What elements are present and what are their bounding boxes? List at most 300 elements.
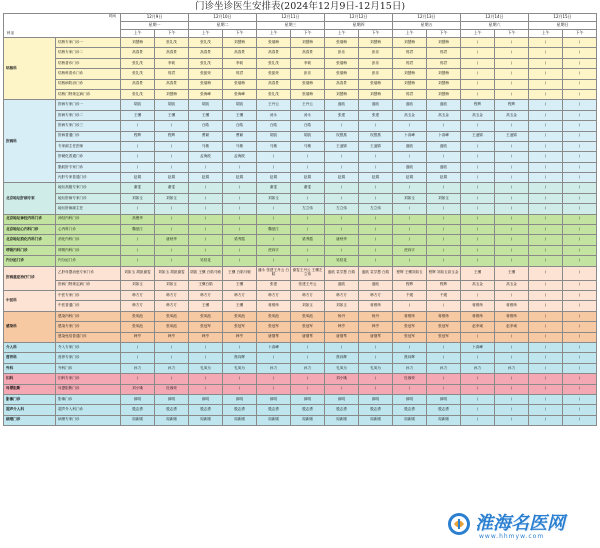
doctor-cell: 彭乐 [325,48,359,58]
doctor-cell: 左立伟 [325,204,359,214]
doctor-cell: 刘慧梅 [121,38,155,48]
doctor-cell: 李莉 [155,58,189,68]
doctor-cell: 周新刚 [189,415,223,425]
doctor-cell: 刘如玉 [427,193,461,203]
doctor-cell: 刘慧梅 [393,38,427,48]
doctor-cell: 张瑞梅 [325,58,359,68]
doctor-cell: 孙力 [461,363,495,373]
doctor-cell: / [529,342,563,352]
doctor-cell: 张凤池 [189,311,223,321]
doctor-cell: / [461,48,495,58]
doctor-cell: / [461,374,495,384]
doctor-cell: / [359,225,393,235]
clinic-cell: 肝病专家门诊二 [56,110,121,120]
doctor-cell: / [529,332,563,342]
doctor-cell: / [461,89,495,99]
doctor-cell: / [121,152,155,162]
doctor-cell: 薛明 [427,394,461,404]
doctor-cell: 唐继琴 [325,332,359,342]
doctor-cell: 高春景 [257,48,291,58]
doctor-cell: 王骥 [223,301,257,311]
doctor-cell: / [427,121,461,131]
doctor-cell: / [427,342,461,352]
doctor-cell: 孙力 [291,363,325,373]
doctor-cell: 刘小娥 [121,384,155,394]
doctor-cell: / [393,152,427,162]
doctor-cell: 高春景 [189,48,223,58]
doctor-cell: 蒋维炜 [393,311,427,321]
doctor-cell: 彭乐 [291,69,325,79]
doctor-cell: / [495,173,529,183]
doctor-cell: 高玉金 [495,110,529,120]
doctor-cell: / [393,225,427,235]
table-row [4,58,597,68]
doctor-cell: 刘如玉 [393,193,427,203]
doctor-cell: / [461,384,495,394]
dept-cell: 内分泌门诊 [4,256,56,266]
doctor-cell: / [529,256,563,266]
doctor-cell: 程辉 [461,100,495,110]
doctor-cell: 韩方方 [359,290,393,300]
doctor-cell: 焦向辉 [393,353,427,363]
doctor-cell: / [461,38,495,48]
doctor-cell: / [155,204,189,214]
doctor-cell: 谢雯 [291,183,325,193]
doctor-cell: 韩方方 [155,290,189,300]
clinic-cell: 内分泌门诊 [56,256,121,266]
doctor-cell: 盛欧 袁学慧 白皓 [325,266,359,280]
doctor-cell: / [461,394,495,404]
doctor-cell: / [563,58,597,68]
doctor-cell: 盛欧 [325,100,359,110]
table-row [4,79,597,89]
schedule-table [3,13,597,426]
clinic-cell: 地坛肝病副主任 [56,204,121,214]
doctor-cell: / [325,214,359,224]
doctor-cell: / [461,225,495,235]
doctor-cell: 高春景 [257,79,291,89]
doctor-cell: / [529,131,563,141]
doctor-cell: 彭乐 [359,69,393,79]
doctor-cell: / [495,405,529,415]
doctor-cell: / [529,311,563,321]
doctor-cell: / [529,69,563,79]
doctor-cell: 张礼茂 [189,58,223,68]
doctor-cell: 刘慧梅 [155,89,189,99]
doctor-cell: 殷志勇 [325,405,359,415]
doctor-cell: 胡凯 [257,131,291,141]
doctor-cell: / [495,204,529,214]
table-row [4,311,597,321]
doctor-cell: / [495,152,529,162]
doctor-cell: / [563,415,597,425]
doctor-cell: / [189,214,223,224]
table-row [4,280,597,290]
doctor-cell: / [563,183,597,193]
doctor-cell: / [291,256,325,266]
table-row [4,214,597,224]
doctor-cell: / [529,415,563,425]
doctor-cell: / [529,79,563,89]
doctor-cell: / [563,245,597,255]
doctor-cell: 左立伟 [291,204,325,214]
doctor-cell: 殷志勇 [189,405,223,415]
corner-dept-label: 科室 [7,31,15,36]
table-row [4,342,597,352]
doctor-cell: 李莉 [223,58,257,68]
table-row [4,256,597,266]
doctor-cell: / [495,121,529,131]
doctor-cell: / [563,363,597,373]
clinic-cell: 母婴阻断门诊 [56,384,121,394]
clinic-cell: 超声介入科门诊 [56,405,121,415]
pm-cell: 下午 [223,30,257,38]
doctor-cell: / [359,162,393,172]
doctor-cell: / [529,121,563,131]
doctor-cell: 殷志勇 [427,405,461,415]
doctor-cell: / [223,193,257,203]
doctor-cell: 张礼茂 [121,58,155,68]
doctor-cell: 魏爱江 [121,225,155,235]
dept-cell: 妇科 [4,374,56,384]
doctor-cell: / [495,384,529,394]
doctor-cell: / [359,384,393,394]
doctor-cell: / [529,48,563,58]
doctor-cell: 孔凤为 [359,363,393,373]
doctor-cell: 梁秀霞 [291,235,325,245]
doctor-cell: 韩亨 [189,332,223,342]
clinic-cell: 介入专家门诊 [56,342,121,352]
doctor-cell: / [529,405,563,415]
pm-cell: 下午 [495,30,529,38]
doctor-cell: / [461,235,495,245]
doctor-cell: 白皓 [223,121,257,131]
doctor-cell: 殷志勇 [257,405,291,415]
doctor-cell: 韩方方 [223,290,257,300]
doctor-cell: 盛欧 [325,280,359,290]
dept-cell: 北京地坛心内科门诊 [4,225,56,235]
doctor-cell: 高玉金 [461,110,495,120]
doctor-cell: / [359,353,393,363]
doctor-cell: 刘如玉 [291,301,325,311]
doctor-cell: / [189,162,223,172]
doctor-cell: 刘如玉 [121,280,155,290]
clinic-cell: 感染专家门诊 [56,322,121,332]
doctor-cell: 程辉 [495,100,529,110]
doctor-cell: / [325,193,359,203]
doctor-cell: 孙力 [495,363,529,373]
doctor-cell: 权银燕 [359,131,393,141]
doctor-cell: / [291,353,325,363]
doctor-cell: 刘小娥 [325,374,359,384]
clinic-cell: 结核科普诊门诊 [56,69,121,79]
doctor-cell: 盛欧 [427,141,461,151]
date-cell: 12月11日 [257,14,325,22]
doctor-cell: 刘慧梅 [427,89,461,99]
doctor-cell: 周新刚 [155,415,189,425]
doctor-cell: / [291,342,325,352]
doctor-cell: 张凤池 [121,311,155,321]
clinic-cell: 丙肝专家普通门诊 [56,173,121,183]
doctor-cell: / [223,162,257,172]
doctor-cell: 张瑞梅 [291,89,325,99]
clinic-cell: 病理专家门诊 [56,415,121,425]
doctor-cell: 白皓 [257,121,291,131]
doctor-cell: / [393,235,427,245]
doctor-cell: 赵娟 [155,173,189,183]
doctor-cell: / [495,415,529,425]
doctor-cell: 胡凯 [155,100,189,110]
doctor-cell: / [495,225,529,235]
doctor-cell: 张冠军 [427,332,461,342]
doctor-cell: / [155,256,189,266]
doctor-cell: 张瑞梅 [223,79,257,89]
doctor-cell: / [495,38,529,48]
doctor-cell: 汤永 [291,110,325,120]
doctor-cell: 张振荣 [189,69,223,79]
doctor-cell: / [461,405,495,415]
doctor-cell: / [495,89,529,99]
doctor-cell: 王骥白皓 [189,280,223,290]
doctor-cell: 胡凯 [223,100,257,110]
doctor-cell: / [257,374,291,384]
doctor-cell: / [325,162,359,172]
doctor-cell: / [393,342,427,352]
doctor-cell: / [393,183,427,193]
doctor-cell: 韩方方 [155,301,189,311]
doctor-cell: / [257,152,291,162]
doctor-cell: / [529,162,563,172]
doctor-cell: / [291,152,325,162]
doctor-cell: / [563,69,597,79]
doctor-cell: / [529,183,563,193]
date-cell: 12月12日 [325,14,393,22]
am-cell: 上午 [529,30,563,38]
doctor-cell: 韩方方 [189,290,223,300]
doctor-cell: 高玉金 [495,280,529,290]
doctor-cell: 薛明 [223,394,257,404]
doctor-cell: 赵娟 [189,173,223,183]
doctor-cell: / [189,235,223,245]
doctor-cell: 蒋维炜 [427,311,461,321]
doctor-cell: / [359,374,393,384]
clinic-cell: 结核门特规定病门诊 [56,89,121,99]
doctor-cell: / [189,342,223,352]
doctor-cell: 殷志勇 [393,405,427,415]
doctor-cell: / [155,342,189,352]
doctor-cell: 张冠军 [189,322,223,332]
am-cell: 上午 [257,30,291,38]
doctor-cell: 高春景 [121,48,155,58]
table-row [4,183,597,193]
doctor-cell: / [529,141,563,151]
pm-cell: 下午 [563,30,597,38]
doctor-cell: / [121,245,155,255]
doctor-cell: 刘慧梅 [325,89,359,99]
doctor-cell: 赵娟 [121,173,155,183]
doctor-cell: / [529,89,563,99]
doctor-cell: 卜高峰 [393,131,427,141]
clinic-cell: 肝病门特规定病门诊 [56,280,121,290]
doctor-cell: 殷志勇 [155,405,189,415]
watermark-url: www.hhmyw.com [479,533,545,540]
doctor-cell: / [223,225,257,235]
weekday-cell: 星期二 [189,22,257,30]
doctor-cell: / [529,58,563,68]
doctor-cell: 刘慧梅 [393,79,427,89]
doctor-cell: 杜蓉荣 [155,384,189,394]
doctor-cell: / [495,141,529,151]
doctor-cell: / [495,58,529,68]
doctor-cell: 孙力 [257,363,291,373]
doctor-cell: / [529,100,563,110]
clinic-cell: 营养专家门诊 [56,353,121,363]
clinic-cell: 神经内科门诊 [56,214,121,224]
doctor-cell: 王凌锦 [359,141,393,151]
doctor-cell: / [529,301,563,311]
page-title: 门诊坐诊医生安排表(2024年12月9日-12月15日) [194,1,406,12]
dept-cell: 介入科 [4,342,56,352]
doctor-cell: 殷志勇 [291,405,325,415]
table-row [4,48,597,58]
schedule-body [4,14,597,426]
doctor-cell: 卜高峰 [427,131,461,141]
doctor-cell: 孟海波 [189,152,223,162]
doctor-cell: / [563,374,597,384]
doctor-cell: / [155,214,189,224]
doctor-cell: 吴桂花 [189,256,223,266]
doctor-cell: 刘慧梅 [427,69,461,79]
doctor-cell: 杨丹 [325,311,359,321]
doctor-cell: / [461,173,495,183]
corner-time-label: 时间 [108,14,116,18]
doctor-cell: 盛欧 [393,141,427,151]
clinic-cell: 结核病防治门诊 [56,79,121,89]
doctor-cell: 刘慧梅 [393,69,427,79]
table-row [4,121,597,131]
doctor-cell: / [563,332,597,342]
doctor-cell: 张冠军 [427,322,461,332]
doctor-cell: / [563,121,597,131]
doctor-cell: 盛欧 [359,280,393,290]
doctor-cell: 张瑞梅 [325,69,359,79]
doctor-cell: / [189,353,223,363]
doctor-cell: / [121,141,155,151]
doctor-cell: 王骥 [223,280,257,290]
table-row [4,69,597,79]
doctor-cell: 周新刚 [121,415,155,425]
doctor-cell: / [461,193,495,203]
doctor-cell: / [325,121,359,131]
doctor-cell: 张凤池 [155,311,189,321]
doctor-cell: 孙力 [155,363,189,373]
doctor-cell: 孔凤为 [325,363,359,373]
doctor-cell: 盛欧 [427,162,461,172]
doctor-cell: 马敏 [189,141,223,151]
table-row [4,405,597,415]
table-row [4,363,597,373]
doctor-cell: 殷志勇 [359,405,393,415]
doctor-cell: / [529,245,563,255]
doctor-cell: 高春景 [155,79,189,89]
doctor-cell: / [393,384,427,394]
doctor-cell: / [257,204,291,214]
am-cell: 上午 [393,30,427,38]
doctor-cell: 赵娟 [359,173,393,183]
table-row [4,100,597,110]
table-row [4,415,597,425]
table-row [4,173,597,183]
table-row [4,266,597,280]
doctor-cell: 胡凯 [121,100,155,110]
doctor-cell: / [257,384,291,394]
doctor-cell: / [427,225,461,235]
clinic-cell: 结核普诊门诊 [56,58,121,68]
doctor-cell: / [529,235,563,245]
doctor-cell: / [563,193,597,203]
doctor-cell: / [325,183,359,193]
doctor-cell: / [189,204,223,214]
doctor-cell: / [461,290,495,300]
doctor-cell: 张礼茂 [189,38,223,48]
doctor-cell: 韩方方 [121,290,155,300]
doctor-cell: 张冠军 [393,332,427,342]
doctor-cell: 王骥 [155,110,189,120]
doctor-cell: 胡凯 [291,131,325,141]
doctor-cell: / [427,301,461,311]
doctor-cell: 盛欧 [359,100,393,110]
doctor-cell: 曹颖 [223,131,257,141]
clinic-cell: 结核专家门诊二 [56,48,121,58]
doctor-cell: / [359,256,393,266]
doctor-cell: / [427,235,461,245]
doctor-cell: / [223,374,257,384]
pm-cell: 下午 [291,30,325,38]
doctor-cell: 左立伟 [359,204,393,214]
doctor-cell: 张冠军 [291,322,325,332]
doctor-cell: / [257,353,291,363]
doctor-cell: / [155,353,189,363]
table-row [4,353,597,363]
doctor-cell: 孟海波 [223,152,257,162]
dept-cell: 病理门诊 [4,415,56,425]
doctor-cell: / [461,353,495,363]
doctor-cell: / [529,363,563,373]
doctor-cell: / [257,162,291,172]
doctor-cell: / [461,415,495,425]
doctor-cell: 杨丹 [359,311,393,321]
doctor-cell: / [495,193,529,203]
doctor-cell: 杜蓉荣 [393,374,427,384]
clinic-cell: 结核专家门诊一 [56,38,121,48]
doctor-cell: 蒋维炜 [359,301,393,311]
doctor-cell: / [155,225,189,235]
doctor-cell: 谢雯 [155,183,189,193]
doctor-cell: 马敏 [223,141,257,151]
doctor-cell: 韩亨 [325,322,359,332]
doctor-cell: / [461,204,495,214]
weekday-cell: 星期三 [257,22,325,30]
doctor-cell: 孙力 [427,363,461,373]
doctor-cell: 焦向辉 [325,353,359,363]
doctor-cell: 蒋维炜 [461,301,495,311]
doctor-cell: / [121,342,155,352]
doctor-cell: 殷志勇 [223,405,257,415]
doctor-cell: 卜高峰 [461,342,495,352]
doctor-cell: 虎向宇 [393,245,427,255]
doctor-cell: 高春景 [155,48,189,58]
table-row [4,394,597,404]
